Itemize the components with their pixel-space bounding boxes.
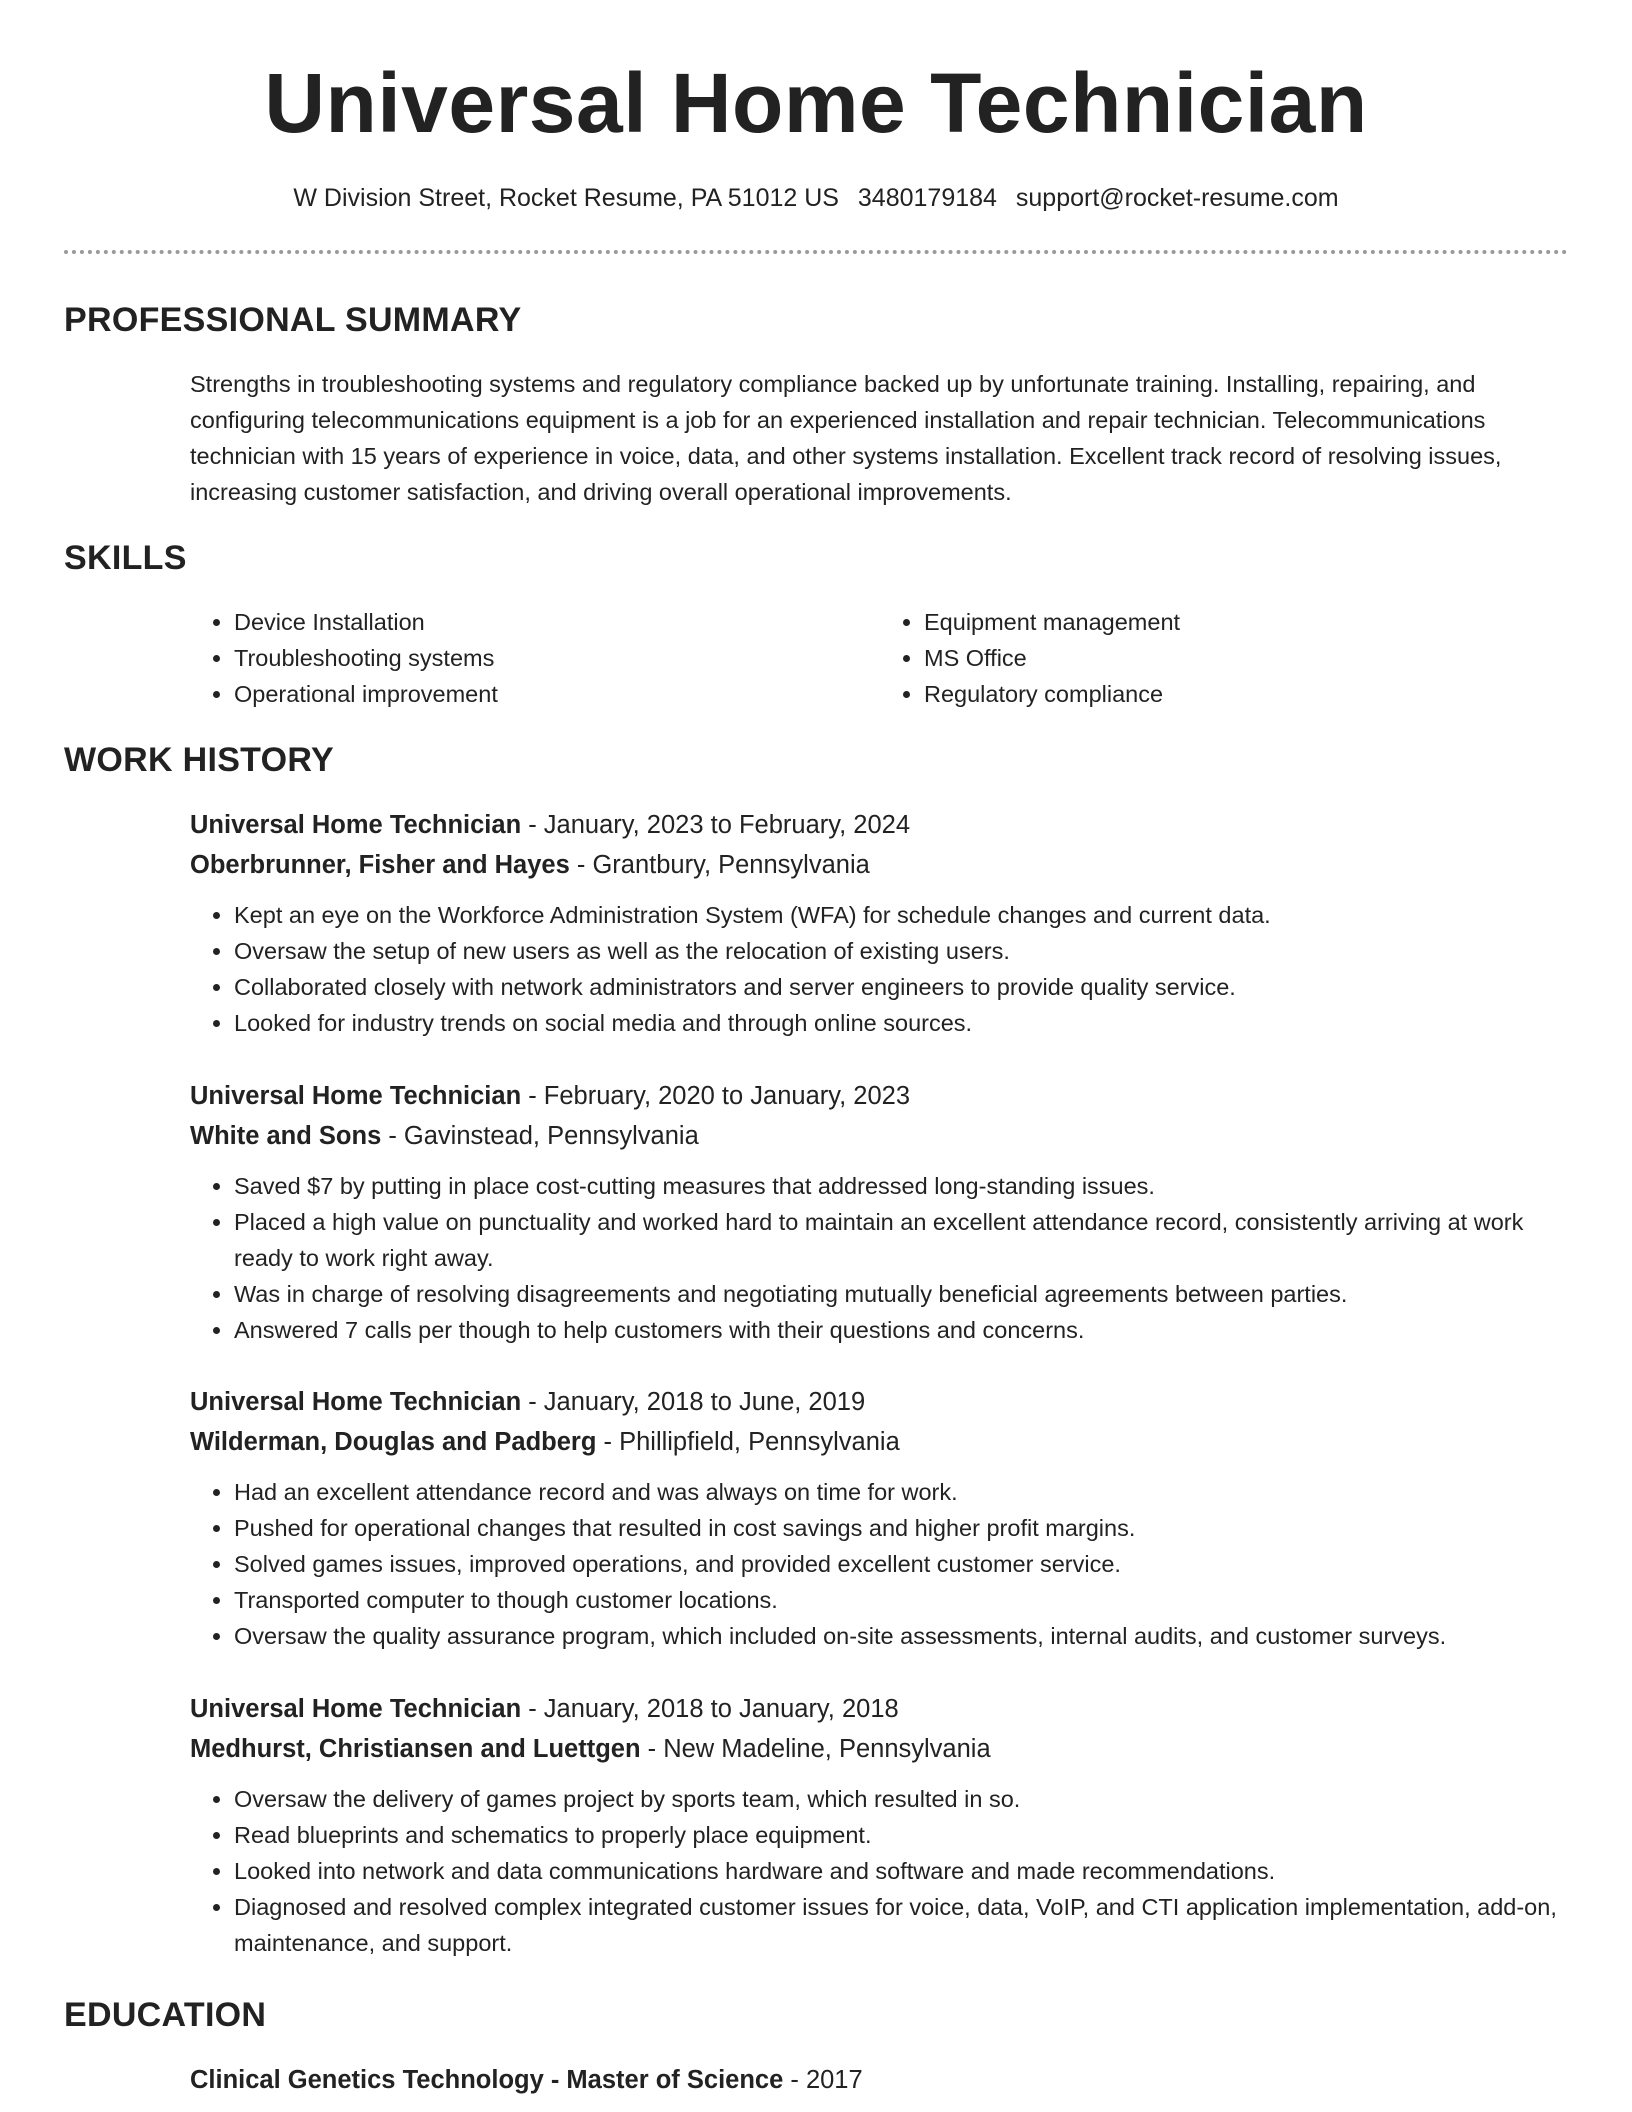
skill-item: • MS Office — [924, 640, 1570, 676]
job-title: Universal Home Technician — [190, 1388, 522, 1416]
skills-list — [190, 604, 1570, 712]
candidate-name: Universal Home Technician — [264, 56, 1368, 150]
job-location: - New Madeline, Pennsylvania — [640, 1735, 991, 1763]
job-bullet: • Oversaw the setup of new users as well as the relocation of existing users. — [234, 933, 1570, 969]
job-company: Medhurst, Christiansen and Luettgen — [190, 1735, 641, 1763]
job-bullet: • Looked into network and data communications hardware and software and made recommendations. — [234, 1853, 1570, 1889]
job-location: - Gavinstead, Pennsylvania — [381, 1122, 699, 1150]
contact-address: W Division Street, Rocket Resume, PA 51012 US — [293, 184, 839, 212]
job-company-line — [190, 1116, 1570, 1156]
skills-column-left — [190, 604, 880, 712]
job-title-line — [190, 1382, 1570, 1422]
job-bullet: • Placed a high value on punctuality and worked hard to maintain an excellent attendance record, consistently arriving at work ready to work right away. — [234, 1204, 1570, 1276]
job-entry — [190, 1689, 1570, 1961]
skill-item: • Regulatory compliance — [924, 676, 1570, 712]
section-title-education: EDUCATION — [64, 1996, 267, 2034]
job-company-line — [190, 845, 1570, 885]
contact-phone: 3480179184 — [857, 184, 997, 212]
education-year: - 2017 — [783, 2066, 863, 2094]
job-bullet: • Saved $7 by putting in place cost-cutting measures that addressed long-standing issues. — [234, 1168, 1570, 1204]
job-dates: - February, 2020 to January, 2023 — [521, 1082, 911, 1110]
job-bullet: • Pushed for operational changes that resulted in cost savings and higher profit margins. — [234, 1510, 1570, 1546]
section-title-summary: PROFESSIONAL SUMMARY — [64, 301, 522, 339]
header-divider — [64, 250, 1568, 254]
job-entry — [190, 1076, 1570, 1348]
education-entry — [190, 2060, 1570, 2100]
job-title: Universal Home Technician — [190, 1695, 522, 1723]
job-bullet: • Had an excellent attendance record and was always on time for work. — [234, 1474, 1570, 1510]
job-title-line — [190, 805, 1570, 845]
job-bullet: • Oversaw the quality assurance program, which included on-site assessments, internal audits, and customer surveys. — [234, 1618, 1570, 1654]
job-bullet: • Was in charge of resolving disagreements and negotiating mutually beneficial agreements between parties. — [234, 1276, 1570, 1312]
skill-item: • Device Installation — [234, 604, 880, 640]
job-dates: - January, 2023 to February, 2024 — [521, 811, 911, 839]
job-bullet: • Diagnosed and resolved complex integrated customer issues for voice, data, VoIP, and CTI application implementation, add-on, maintenance, and support. — [234, 1889, 1570, 1961]
skill-item: • Operational improvement — [234, 676, 880, 712]
job-location: - Phillipfield, Pennsylvania — [596, 1428, 900, 1456]
job-bullets — [190, 1781, 1570, 1961]
skills-column-right — [880, 604, 1570, 712]
job-bullets — [190, 897, 1570, 1041]
summary-text: Strengths in troubleshooting systems and regulatory compliance backed up by unfortunate training. Installing, repairing, and configuring telecommunications equipment is a job for an experienced installation and repair technician. Telecommunications technician with 15 years of experience in voice, data, and other systems installation. Excellent track record of resolving issues, increasing customer satisfaction, and driving overall operational improvements. — [190, 371, 1502, 505]
job-title-line — [190, 1076, 1570, 1116]
section-title-skills: SKILLS — [64, 539, 187, 577]
section-title-work-history: WORK HISTORY — [64, 741, 334, 779]
job-bullet: • Oversaw the delivery of games project by sports team, which resulted in so. — [234, 1781, 1570, 1817]
job-company-line — [190, 1729, 1570, 1769]
job-dates: - January, 2018 to January, 2018 — [521, 1695, 899, 1723]
job-bullet: • Answered 7 calls per though to help customers with their questions and concerns. — [234, 1312, 1570, 1348]
job-company: Oberbrunner, Fisher and Hayes — [190, 851, 570, 879]
job-bullet: • Looked for industry trends on social media and through online sources. — [234, 1005, 1570, 1041]
job-title: Universal Home Technician — [190, 811, 522, 839]
job-title-line — [190, 1689, 1570, 1729]
job-location: - Grantbury, Pennsylvania — [569, 851, 870, 879]
job-title: Universal Home Technician — [190, 1082, 522, 1110]
job-bullet: • Kept an eye on the Workforce Administration System (WFA) for schedule changes and current data. — [234, 897, 1570, 933]
job-bullets — [190, 1168, 1570, 1348]
contact-email: support@rocket-resume.com — [1015, 184, 1339, 212]
job-dates: - January, 2018 to June, 2019 — [521, 1388, 866, 1416]
job-company: Wilderman, Douglas and Padberg — [190, 1428, 597, 1456]
job-company: White and Sons — [190, 1122, 382, 1150]
job-company-line — [190, 1422, 1570, 1462]
job-entry — [190, 1382, 1570, 1654]
skill-item: • Troubleshooting systems — [234, 640, 880, 676]
job-entry — [190, 805, 1570, 1041]
skill-item: • Equipment management — [924, 604, 1570, 640]
job-bullet: • Solved games issues, improved operations, and provided excellent customer service. — [234, 1546, 1570, 1582]
job-bullets — [190, 1474, 1570, 1654]
job-bullet: • Collaborated closely with network administrators and server engineers to provide quality service. — [234, 969, 1570, 1005]
job-bullet: • Transported computer to though customer locations. — [234, 1582, 1570, 1618]
education-line — [190, 2060, 1570, 2100]
contact-line — [0, 180, 1632, 216]
education-degree: Clinical Genetics Technology - Master of Science — [190, 2066, 784, 2094]
job-bullet: • Read blueprints and schematics to properly place equipment. — [234, 1817, 1570, 1853]
